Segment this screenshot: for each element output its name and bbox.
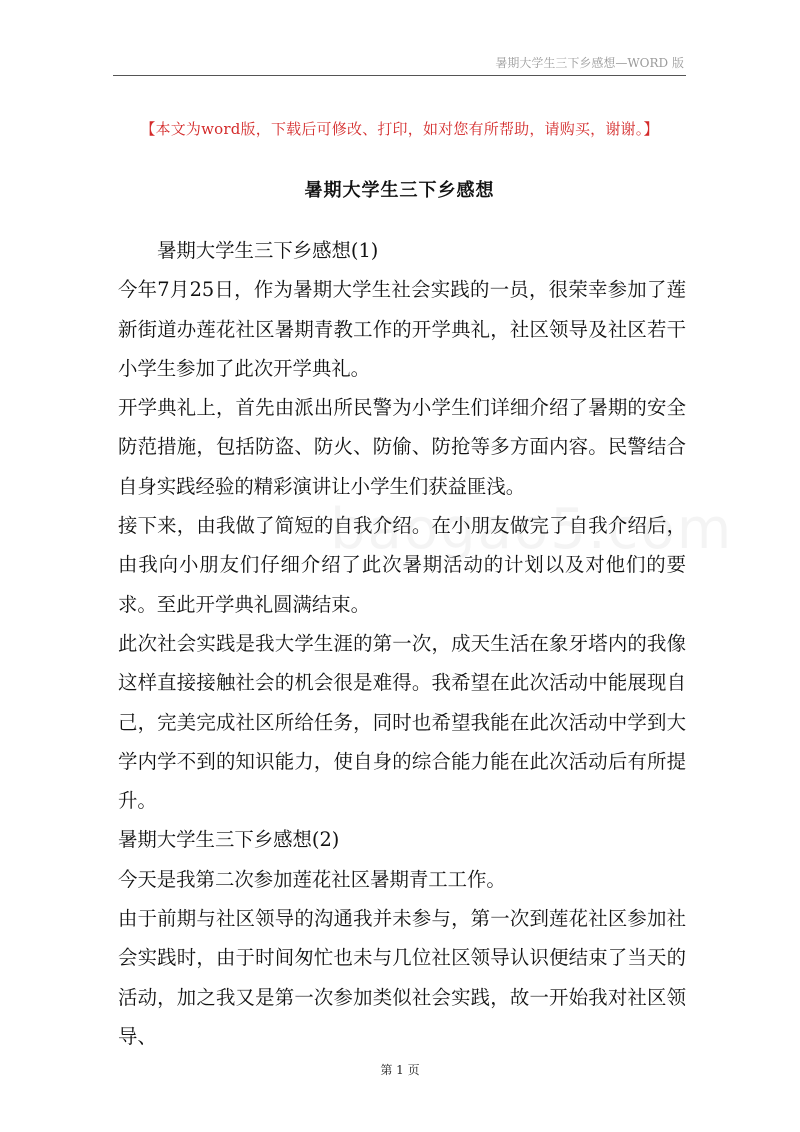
running-header: 暑期大学生三下乡感想—WORD 版: [495, 56, 684, 70]
document-body: [118, 231, 686, 1056]
body-paragraph: 今年7月25日，作为暑期大学生社会实践的一员，很荣幸参加了莲新街道办莲花社区暑期青教工作的开学典礼，社区领导及社区若干小学生参加了此次开学典礼。: [118, 278, 686, 380]
header-divider: [113, 75, 686, 76]
section-heading-1: 暑期大学生三下乡感想(1): [157, 239, 379, 262]
section-heading-2: 暑期大学生三下乡感想(2): [118, 828, 340, 852]
body-paragraph: 今天是我第二次参加莲花社区暑期青工工作。: [118, 867, 506, 891]
body-paragraph: 此次社会实践是我大学生涯的第一次，成天生活在象牙塔内的我像这样直接接触社会的机会很是难得。我希望在此次活动中能展现自己，完美完成社区所给任务，同时也希望我能在此次活动中学到大学内学不到的知识能力，使自身的综合能力能在此次活动后有所提升。: [118, 631, 686, 813]
body-paragraph: 开学典礼上，首先由派出所民警为小学生们详细介绍了暑期的安全防范措施，包括防盗、防火、防偷、防抢等多方面内容。民警结合自身实践经验的精彩演讲让小学生们获益匪浅。: [118, 396, 686, 498]
page-number: 第 1 页: [380, 1063, 420, 1077]
body-paragraph: 接下来，由我做了简短的自我介绍。在小朋友做完了自我介绍后，由我向小朋友们仔细介绍了此次暑期活动的计划以及对他们的要求。至此开学典礼圆满结束。: [118, 514, 686, 616]
body-paragraph: 由于前期与社区领导的沟通我并未参与，第一次到莲花社区参加社会实践时，由于时间匆忙也未与几位社区领导认识便结束了当天的活动，加之我又是第一次参加类似社会实践，故一开始我对社区领导、: [118, 907, 686, 1048]
document-title: 暑期大学生三下乡感想: [304, 180, 495, 201]
purchase-notice: 【本文为word版，下载后可修改、打印，如对您有所帮助，请购买，谢谢。】: [140, 120, 659, 138]
